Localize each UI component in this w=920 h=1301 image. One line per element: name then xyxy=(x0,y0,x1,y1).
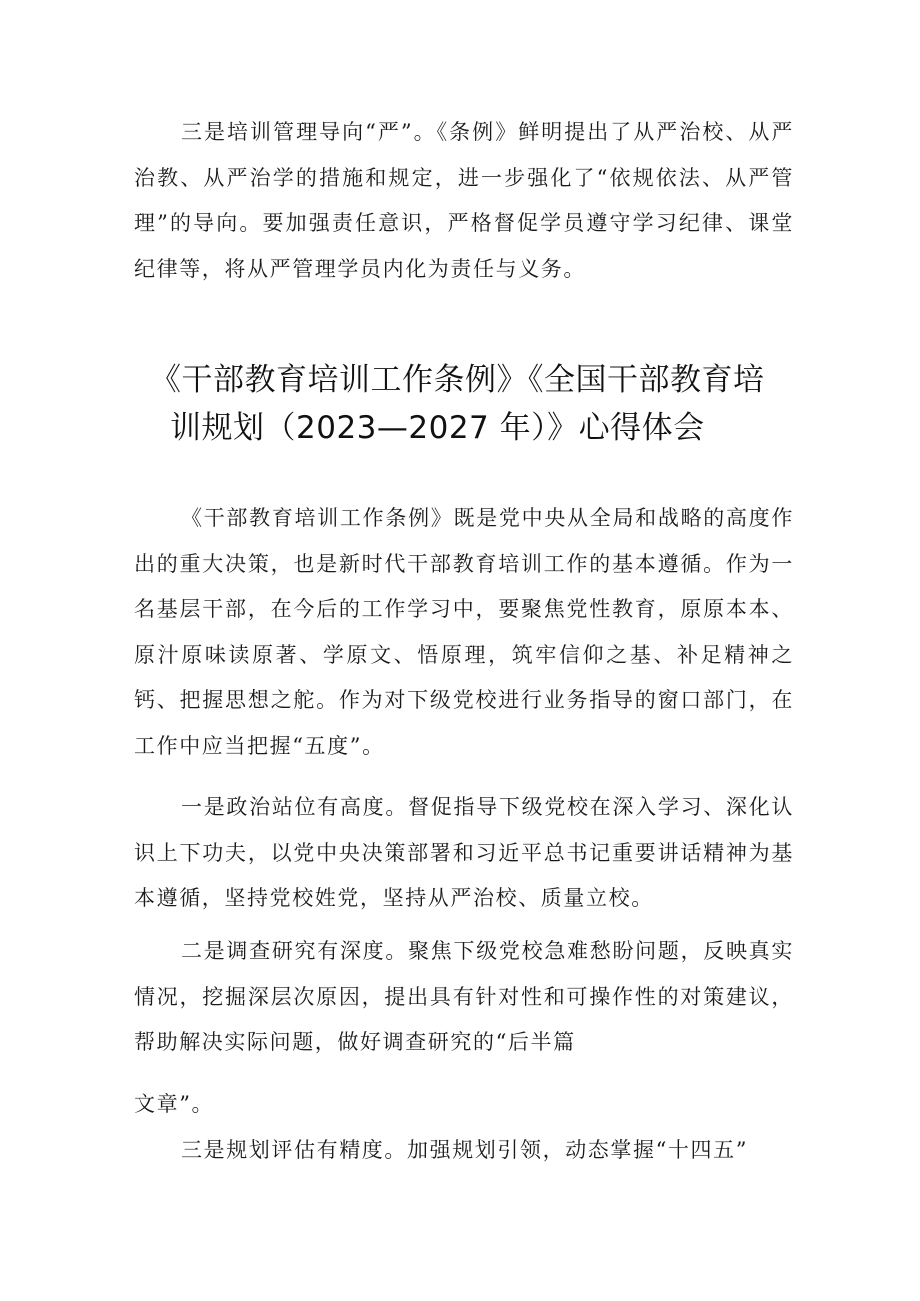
body-paragraph-2: 一是政治站位有高度。督促指导下级党校在深入学习、深化认识上下功夫，以党中央决策部署和习近平总书记重要讲话精神为基本遵循，坚持党校姓党，坚持从严治校、质量立校。 xyxy=(134,795,794,910)
orphan-line: 文章”。 xyxy=(134,1092,215,1116)
intro-paragraph: 三是培训管理导向“严”。《条例》鲜明提出了从严治校、从严治教、从严治学的措施和规定，进一步强化了“依规依法、从严管理”的导向。要加强责任意识，严格督促学员遵守学习纪律、课堂纪律等，将从严管理学员内化为责任与义务。 xyxy=(134,120,794,281)
body-paragraph-1: 《干部教育培训工作条例》既是党中央从全局和战略的高度作出的重大决策，也是新时代干部教育培训工作的基本遵循。作为一名基层干部，在今后的工作学习中，要聚焦党性教育，原原本本、原汁原味读原著、学原文、悟原理，筑牢信仰之基、补足精神之钙、把握思想之舵。作为对下级党校进行业务指导的窗口部门，在工作中应当把握“五度”。 xyxy=(134,506,794,758)
body-paragraph-4: 三是规划评估有精度。加强规划引领，动态掌握“十四五” xyxy=(181,1138,749,1162)
body-paragraph-3: 二是调查研究有深度。聚焦下级党校急难愁盼问题，反映真实情况，挖掘深层次原因，提出具有针对性和可操作性的对策建议，帮助解决实际问题，做好调查研究的“后半篇 xyxy=(134,939,794,1054)
title-line-1: 《干部教育培训工作条例》《全国干部教育培 xyxy=(150,362,765,398)
title-line-2: 训规划（2023—2027 年）》心得体会 xyxy=(170,410,705,446)
document-title xyxy=(150,356,810,452)
